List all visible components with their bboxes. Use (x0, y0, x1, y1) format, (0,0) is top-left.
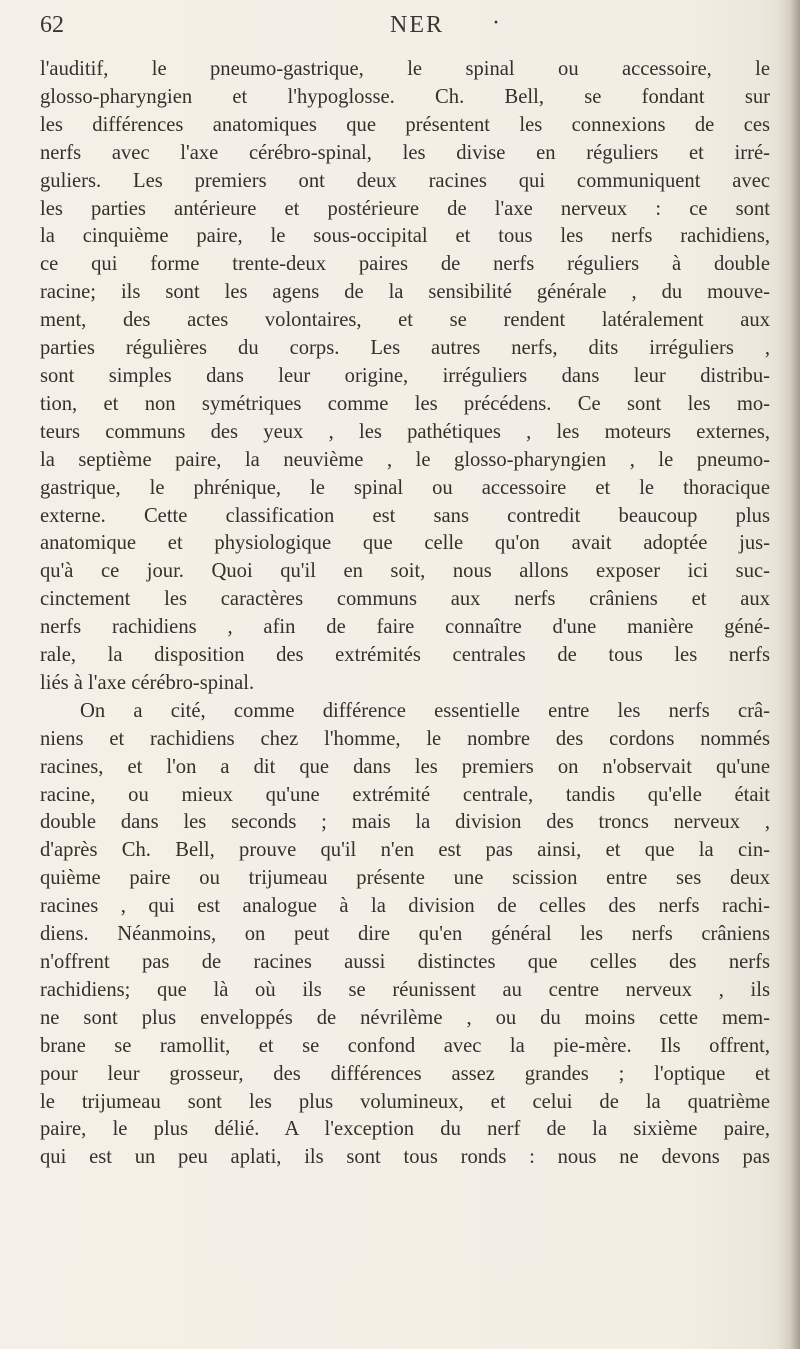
text-line: nerfs rachidiens , afin de faire connaître d'une manière géné- (40, 616, 770, 639)
text-line: n'offrent pas de racines aussi distinctes que celles des nerfs (40, 951, 770, 973)
body-text (40, 56, 770, 1172)
text-line: ce qui forme trente-deux paires de nerfs réguliers à double (40, 253, 770, 276)
text-line: d'après Ch. Bell, prouve qu'il n'en est pas ainsi, et que la cin- (40, 839, 770, 862)
text-line: racines , qui est analogue à la division de celles des nerfs rachi- (40, 895, 770, 918)
text-line: la cinquième paire, le sous-occipital et tous les nerfs rachidiens, (40, 225, 770, 248)
text-line: racine, ou mieux qu'une extrémité centrale, tandis qu'elle était (40, 783, 770, 806)
text-line: quième paire ou trijumeau présente une scission entre ses deux (40, 867, 770, 890)
text-line: teurs communs des yeux , les pathétiques , les moteurs externes, (40, 420, 770, 443)
text-line: externe. Cette classification est sans contredit beaucoup plus (40, 504, 770, 527)
page-header (40, 12, 770, 48)
header-mark: · (492, 10, 500, 36)
text-line: double dans les seconds ; mais la division des troncs nerveux , (40, 811, 770, 834)
text-line: la septième paire, la neuvième , le glosso-pharyngien , le pneumo- (40, 448, 770, 471)
text-line: rale, la disposition des extrémités centrales de tous les nerfs (40, 644, 770, 667)
text-line: glosso-pharyngien et l'hypoglosse. Ch. Bell, se fondant sur (40, 85, 770, 108)
text-line: sont simples dans leur origine, irréguliers dans leur distribu- (40, 364, 770, 387)
text-line: anatomique et physiologique que celle qu'on avait adoptée jus- (40, 532, 770, 555)
text-line: l'auditif, le pneumo-gastrique, le spinal ou accessoire, le (40, 58, 770, 80)
text-line: niens et rachidiens chez l'homme, le nombre des cordons nommés (40, 727, 770, 750)
text-line: tion, et non symétriques comme les précédens. Ce sont les mo- (40, 392, 770, 415)
page-number: 62 (40, 12, 64, 38)
text-line: racine; ils sont les agens de la sensibilité générale , du mouve- (40, 281, 770, 304)
text-line: qu'à ce jour. Quoi qu'il en soit, nous allons exposer ici suc- (40, 560, 770, 583)
text-line: ne sont plus enveloppés de névrilème , ou du moins cette mem- (40, 1006, 770, 1029)
text-line: nerfs avec l'axe cérébro-spinal, les divise en réguliers et irré- (40, 141, 770, 164)
text-line: parties régulières du corps. Les autres nerfs, dits irréguliers , (40, 337, 770, 360)
text-line: ment, des actes volontaires, et se rendent latéralement aux (40, 309, 770, 332)
text-line: qui est un peu aplati, ils sont tous ronds : nous ne devons pas (40, 1146, 770, 1169)
text-line: pour leur grosseur, des différences assez grandes ; l'optique et (40, 1062, 770, 1085)
text-line: gastrique, le phrénique, le spinal ou accessoire et le thoracique (40, 476, 770, 499)
text-line: brane se ramollit, et se confond avec la pie-mère. Ils offrent, (40, 1034, 770, 1057)
text-line: cinctement les caractères communs aux nerfs crâniens et aux (40, 588, 770, 611)
text-line: guliers. Les premiers ont deux racines qui communiquent avec (40, 169, 770, 192)
text-line: paire, le plus délié. A l'exception du nerf de la sixième paire, (40, 1118, 770, 1141)
running-head: NER (390, 12, 444, 38)
text-line: les différences anatomiques que présentent les connexions de ces (40, 113, 770, 136)
text-line: les parties antérieure et postérieure de l'axe nerveux : ce sont (40, 197, 770, 220)
text-line: rachidiens; que là où ils se réunissent au centre nerveux , ils (40, 978, 770, 1001)
text-line: le trijumeau sont les plus volumineux, et celui de la quatrième (40, 1090, 770, 1113)
text-line: racines, et l'on a dit que dans les premiers on n'observait qu'une (40, 755, 770, 778)
text-line: liés à l'axe cérébro-spinal. (40, 671, 255, 694)
page-edge-shadow (778, 0, 800, 1349)
text-line: diens. Néanmoins, on peut dire qu'en général les nerfs crâniens (40, 923, 770, 946)
text-line: On a cité, comme différence essentielle entre les nerfs crâ- (80, 699, 770, 722)
paragraph-1 (40, 56, 770, 698)
paragraph-2 (40, 698, 770, 1172)
